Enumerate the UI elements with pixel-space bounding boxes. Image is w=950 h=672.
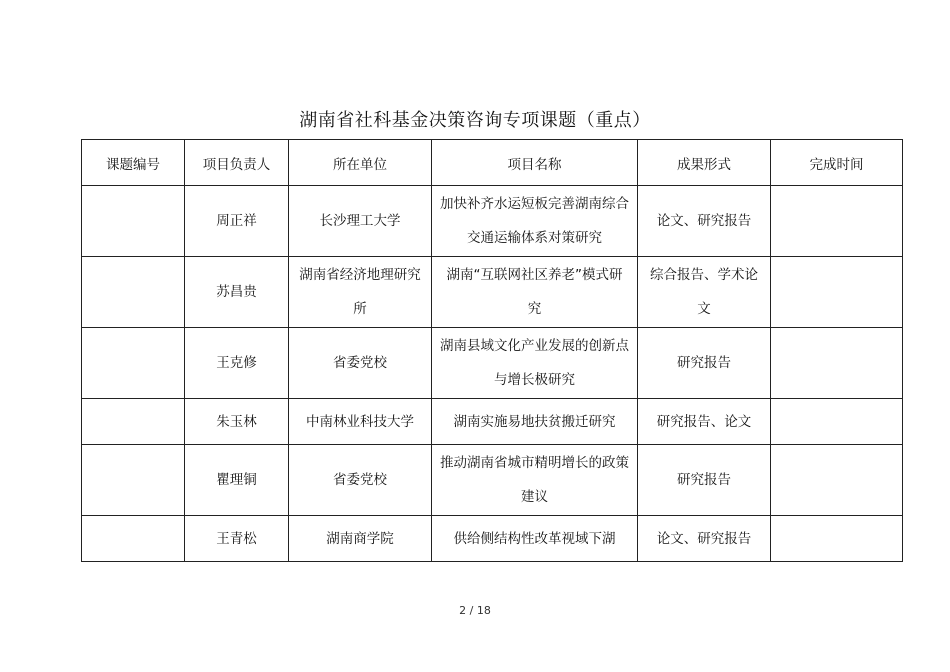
cell-leader: 王克修 (185, 328, 289, 399)
cell-completion-time (771, 328, 903, 399)
cell-unit: 省委党校 (289, 328, 432, 399)
cell-output-form: 研究报告 (638, 328, 771, 399)
project-table (81, 139, 903, 562)
cell-completion-time (771, 445, 903, 516)
cell-unit: 湖南省经济地理研究所 (289, 257, 432, 328)
cell-project-name: 湖南县域文化产业发展的创新点与增长极研究 (432, 328, 638, 399)
cell-output-form: 研究报告、论文 (638, 399, 771, 445)
header-project-name: 项目名称 (432, 140, 638, 186)
cell-project-id (82, 257, 185, 328)
cell-completion-time (771, 399, 903, 445)
table-row (82, 516, 903, 562)
document-title: 湖南省社科基金决策咨询专项课题（重点） (299, 110, 651, 131)
cell-output-form: 论文、研究报告 (638, 186, 771, 257)
cell-project-id (82, 186, 185, 257)
table-row (82, 328, 903, 399)
cell-project-id (82, 445, 185, 516)
cell-project-name: 湖南“互联网社区养老”模式研究 (432, 257, 638, 328)
header-completion-time: 完成时间 (771, 140, 903, 186)
cell-unit: 省委党校 (289, 445, 432, 516)
header-output-form: 成果形式 (638, 140, 771, 186)
cell-project-name: 加快补齐水运短板完善湖南综合交通运输体系对策研究 (432, 186, 638, 257)
cell-project-id (82, 516, 185, 562)
cell-unit: 湖南商学院 (289, 516, 432, 562)
cell-leader: 朱玉林 (185, 399, 289, 445)
cell-project-name: 推动湖南省城市精明增长的政策建议 (432, 445, 638, 516)
table-header-row (82, 140, 903, 186)
cell-project-name: 供给侧结构性改革视域下湖 (432, 516, 638, 562)
header-unit: 所在单位 (289, 140, 432, 186)
header-project-id: 课题编号 (82, 140, 185, 186)
cell-project-id (82, 328, 185, 399)
table-row (82, 257, 903, 328)
header-leader: 项目负责人 (185, 140, 289, 186)
cell-output-form: 论文、研究报告 (638, 516, 771, 562)
cell-project-name: 湖南实施易地扶贫搬迁研究 (432, 399, 638, 445)
cell-leader: 周正祥 (185, 186, 289, 257)
table-row (82, 186, 903, 257)
cell-project-id (82, 399, 185, 445)
cell-unit: 长沙理工大学 (289, 186, 432, 257)
cell-leader: 苏昌贵 (185, 257, 289, 328)
cell-completion-time (771, 186, 903, 257)
cell-leader: 瞿理铜 (185, 445, 289, 516)
cell-leader: 王青松 (185, 516, 289, 562)
table-row (82, 399, 903, 445)
cell-completion-time (771, 516, 903, 562)
table-row (82, 445, 903, 516)
cell-unit: 中南林业科技大学 (289, 399, 432, 445)
cell-output-form: 综合报告、学术论文 (638, 257, 771, 328)
cell-completion-time (771, 257, 903, 328)
page-indicator: 2 / 18 (459, 604, 491, 617)
cell-output-form: 研究报告 (638, 445, 771, 516)
